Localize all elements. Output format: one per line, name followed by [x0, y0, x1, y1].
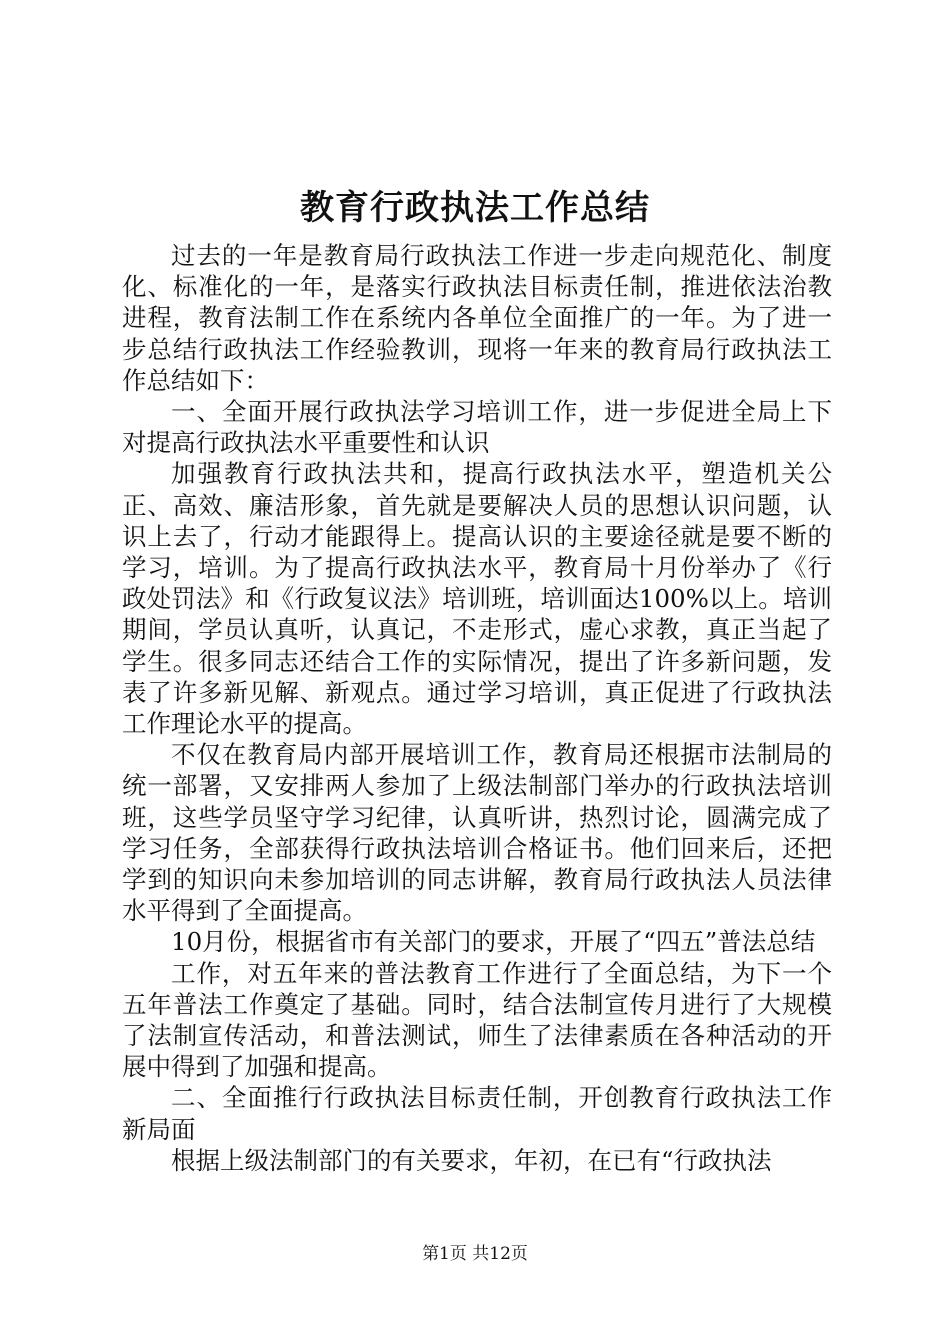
paragraph: 过去的一年是教育局行政执法工作进一步走向规范化、制度化、标准化的一年，是落实行政执法目标责任制，推进依法治教进程，教育法制工作在系统内各单位全面推广的一年。为了进一步总结行政执法工作经验教训，现将一年来的教育局行政执法工作总结如下： [122, 241, 832, 395]
paragraph: 加强教育行政执法共和，提高行政执法水平，塑造机关公正、高效、廉洁形象，首先就是要解决人员的思想认识问题，认识上去了，行动才能跟得上。提高认识的主要途径就是要不断的学习，培训。为了提高行政执法水平，教育局十月份举办了《行政处罚法》和《行政复议法》培训班，培训面达100%以上。培训期间，学员认真听，认真记，不走形式，虚心求教，真正当起了学生。很多同志还结合工作的实际情况，提出了许多新问题，发表了许多新见解、新观点。通过学习培训，真正促进了行政执法工作理论水平的提高。 [122, 459, 832, 739]
document-body [122, 240, 832, 1176]
document-title: 教育行政执法工作总结 [300, 188, 650, 228]
page-footer: 第1页 共12页 [422, 1244, 528, 1264]
section-heading: 二、全面推行行政执法目标责任制，开创教育行政执法工作新局面 [122, 1083, 832, 1144]
paragraph: 10月份，根据省市有关部门的要求，开展了“四五”普法总结 [171, 927, 816, 957]
section-heading: 一、全面开展行政执法学习培训工作，进一步促进全局上下对提高行政执法水平重要性和认识 [122, 397, 832, 458]
paragraph: 工作，对五年来的普法教育工作进行了全面总结，为下一个五年普法工作奠定了基础。同时，结合法制宣传月进行了大规模了法制宣传活动，和普法测试，师生了法律素质在各种活动的开展中得到了加强和提高。 [122, 958, 832, 1082]
paragraph: 根据上级法制部门的有关要求，年初，在已有“行政执法 [171, 1145, 772, 1175]
paragraph: 不仅在教育局内部开展培训工作，教育局还根据市法制局的统一部署，又安排两人参加了上级法制部门举办的行政执法培训班，这些学员坚守学习纪律，认真听讲，热烈讨论，圆满完成了学习任务，全部获得行政执法培训合格证书。他们回来后，还把学到的知识向未参加培训的同志讲解，教育局行政执法人员法律水平得到了全面提高。 [122, 740, 832, 926]
